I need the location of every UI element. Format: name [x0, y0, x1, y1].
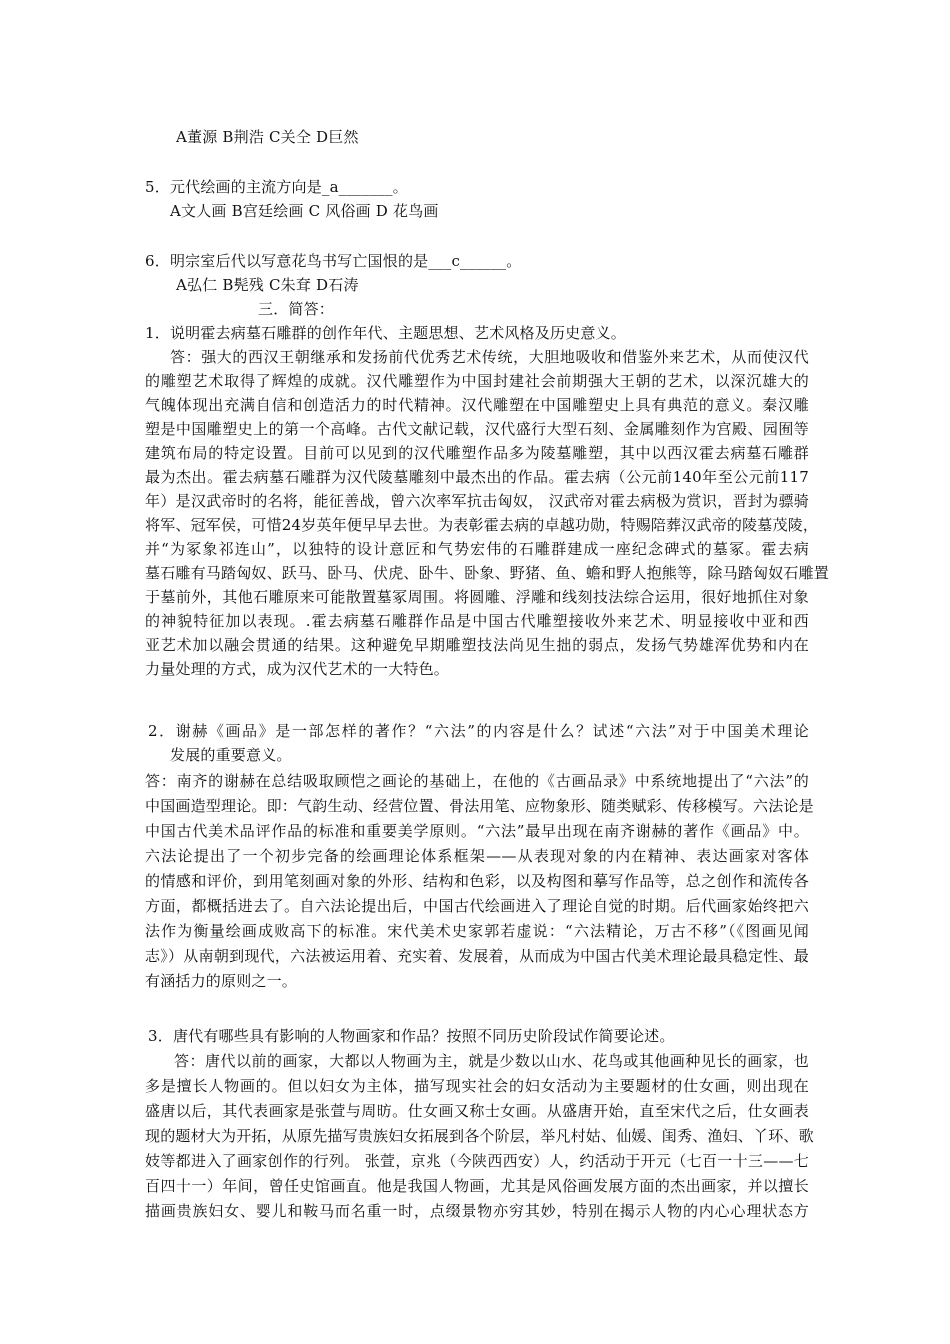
section-title: 三．简答： — [258, 300, 335, 318]
answer-line: 多是擅长人物画的。但以妇女为主体，描写现实社会的妇女活动为主要题材的仕女画，则出现在 — [145, 1077, 809, 1095]
q4-options: A董源 B荆浩 C关仝 D巨然 — [176, 128, 359, 146]
answer-line: 中国古代美术品评作品的标准和重要美学原则。“六法”最早出现在南齐谢赫的著作《画品》中。 — [145, 822, 809, 840]
answer-line: 墓石雕有马踏匈奴、跃马、卧马、伏虎、卧牛、卧象、野猪、鱼、蟾和野人抱熊等，除马踏匈奴石雕置 — [145, 564, 830, 582]
answer-line: 的雕塑艺术取得了辉煌的成就。汉代雕塑作为中国封建社会前期强大王朝的艺术，以深沉雄大的 — [145, 372, 809, 390]
answer-line: 百四十一）年间，曾任史馆画直。他是我国人物画，尤其是风俗画发展方面的杰出画家，并以擅长 — [145, 1177, 809, 1195]
essay2-question-line1: 2．谢赫《画品》是一部怎样的著作？“六法”的内容是什么？试述“六法”对于中国美术理论 — [148, 722, 809, 740]
answer-line: 志》）从南朝到现代，六法被运用着、充实着、发展着，从而成为中国古代美术理论最具稳定性、最 — [145, 947, 809, 965]
answer-line: 建筑布局的特定设置。目前可以见到的汉代雕塑作品多为陵墓雕塑，其中以西汉霍去病墓石雕群 — [145, 444, 809, 462]
essay3-question: 3．唐代有哪些具有影响的人物画家和作品？按照不同历史阶段试作简要论述。 — [148, 1027, 675, 1045]
answer-line: 盛唐以后，其代表画家是张萱与周昉。仕女画又称士女画。从盛唐开始，直至宋代之后，仕女画表 — [145, 1102, 809, 1120]
answer-line: 的神貌特征加以表现。.霍去病墓石雕群作品是中国古代雕塑接收外来艺术、明显接收中亚和西 — [145, 612, 809, 630]
answer-line: 方面，都概括进去了。自六法论提出后，中国古代绘画进入了理论自觉的时期。后代画家始终把六 — [145, 897, 809, 915]
answer-line: 法作为衡量绘画成败高下的标准。宋代美术史家郭若虚说：“六法精论，万古不移”（《图画见闻 — [145, 922, 809, 940]
q5-question: 5．元代绘画的主流方向是_a_______。 — [145, 178, 408, 196]
q5-options: A文人画 B宫廷绘画 C 风俗画 D 花鸟画 — [170, 202, 439, 220]
answer-line: 力量处理的方式，成为汉代艺术的一大特色。 — [145, 660, 450, 678]
answer-line: 的情感和评价，到用笔刻画对象的外形、结构和色彩，以及构图和摹写作品等，总之创作和流传各 — [145, 872, 809, 890]
answer-line: 气魄体现出充满自信和创造活力的时代精神。汉代雕塑在中国雕塑史上具有典范的意义。秦汉雕 — [145, 396, 809, 414]
answer-line: 答：强大的西汉王朝继承和发扬前代优秀艺术传统，大胆地吸收和借鉴外来艺术，从而使汉代 — [170, 348, 809, 366]
answer-line: 答：唐代以前的画家，大都以人物画为主，就是少数以山水、花鸟或其他画种见长的画家，也 — [174, 1052, 809, 1070]
answer-line: 塑是中国雕塑史上的第一个高峰。古代文献记载，汉代盛行大型石刻、金属雕刻作为宫殿、园囿等 — [145, 420, 809, 438]
answer-line: 于墓前外，其他石雕原来可能散置墓冢周围。将圆雕、浮雕和线刻技法综合运用，很好地抓住对象 — [145, 588, 809, 606]
answer-line: 描画贵族妇女、婴儿和鞍马而名重一时，点缀景物亦穷其妙，特别在揭示人物的内心心理状态方 — [145, 1202, 809, 1220]
answer-line: 有涵括力的原则之一。 — [145, 972, 298, 990]
answer-line: 亚艺术加以融会贯通的结果。这种避免早期雕塑技法尚见生拙的弱点，发扬气势雄浑优势和内在 — [145, 636, 809, 654]
answer-line: 最为杰出。霍去病墓石雕群为汉代陵墓雕刻中最杰出的作品。霍去病（公元前140年至公元前117 — [145, 468, 809, 486]
essay2-question-line2: 发展的重要意义。 — [170, 746, 292, 764]
q6-options: A弘仁 B髡残 C朱耷 D石涛 — [176, 276, 359, 294]
answer-line: 六法论提出了一个初步完备的绘画理论体系框架——从表现对象的内在精神、表达画家对客体 — [145, 847, 809, 865]
answer-line: 中国画造型理论。即：气韵生动、经营位置、骨法用笔、应物象形、随类赋彩、传移模写。六法论是 — [145, 797, 814, 815]
answer-line: 并“为冢象祁连山”，以独特的设计意匠和气势宏伟的石雕群建成一座纪念碑式的墓冢。霍去病 — [145, 540, 809, 558]
answer-line: 答：南齐的谢赫在总结吸取顾恺之画论的基础上，在他的《古画品录》中系统地提出了“六法”的 — [145, 772, 809, 790]
essay1-question: 1．说明霍去病墓石雕群的创作年代、主题思想、艺术风格及历史意义。 — [145, 324, 626, 342]
answer-line: 年）是汉武帝时的名将，能征善战，曾六次率军抗击匈奴， 汉武帝对霍去病极为赏识，晋封为骠骑 — [145, 492, 809, 510]
answer-line: 妓等都进入了画家创作的行列。 张萱，京兆（今陕西西安）人，约活动于开元（七百一十三——七 — [145, 1152, 809, 1170]
answer-line: 现的题材大为开拓，从原先描写贵族妇女拓展到各个阶层，举凡村姑、仙媛、闺秀、渔妇、丫环、歌 — [145, 1127, 814, 1145]
q6-question: 6．明宗室后代以写意花鸟书写亡国恨的是___c______。 — [145, 252, 522, 270]
answer-line: 将军、冠军侯，可惜24岁英年便早早去世。为表彰霍去病的卓越功勋，特赐陪葬汉武帝的陵墓茂陵， — [145, 516, 819, 534]
